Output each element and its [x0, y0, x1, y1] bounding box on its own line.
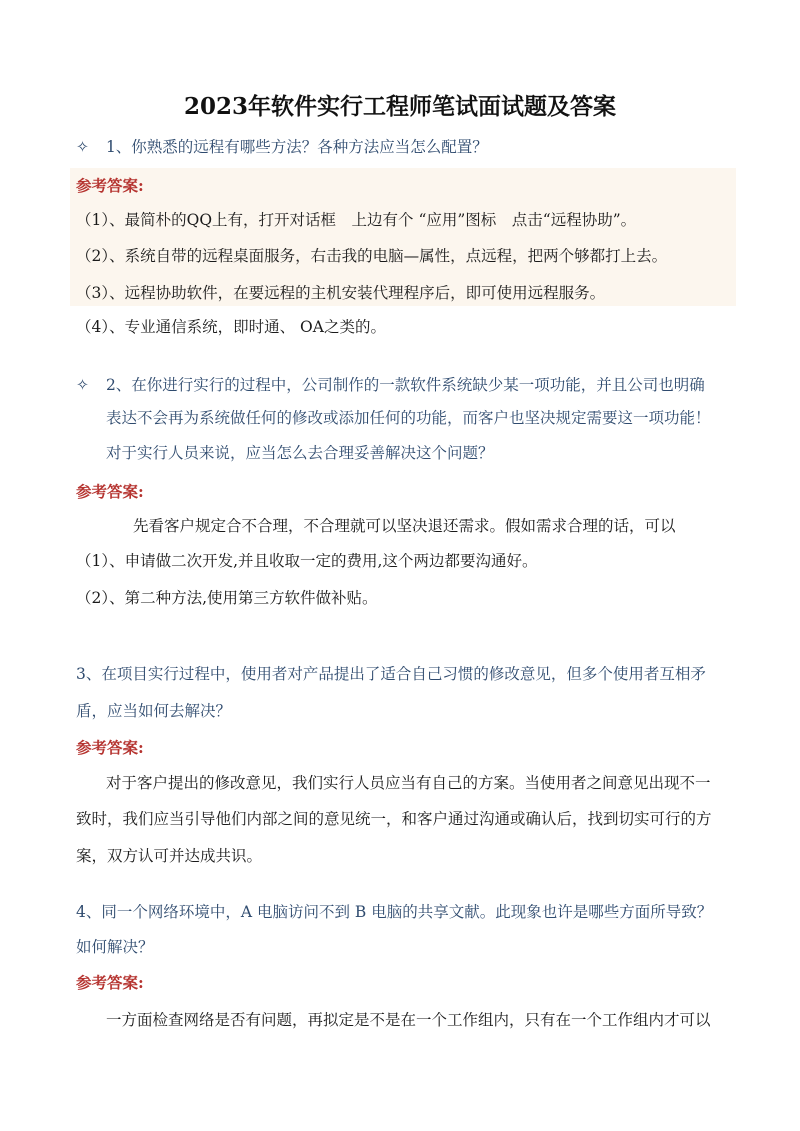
q2-item-1: （1）、申请做二次开发,并且收取一定的费用,这个两边都要沟通好。	[76, 552, 538, 570]
answer-label-3: 参考答案:	[76, 738, 144, 757]
q3-answer-line-1: 对于客户提出的修改意见，我们实行人员应当有自己的方案。当使用者之间意见出现不一	[106, 774, 711, 792]
answer-label-2: 参考答案:	[76, 482, 144, 501]
question-2-line-3: 对于实行人员来说，应当怎么去合理妥善解决这个问题？	[106, 444, 494, 462]
q1-item-4: （4）、专业通信系统，即时通、 OA之类的。	[76, 318, 386, 336]
question-2-line-1	[76, 374, 705, 396]
q3-answer-line-3: 案，双方认可并达成共识。	[76, 847, 263, 865]
question-1	[76, 136, 488, 158]
question-3-line-1: 3、在项目实行过程中，使用者对产品提出了适合自己习惯的修改意见，但多个使用者互相矛	[76, 665, 706, 683]
q4-answer-line-1: 一方面检查网络是否有问题，再拟定是不是在一个工作组内，只有在一个工作组内才可以	[106, 1011, 711, 1029]
q1-item-1: （1）、最简朴的QQ上有，打开对话框 上边有个 “应用”图标 点击“远程协助”。	[76, 211, 637, 229]
question-4-line-1: 4、同一个网络环境中，A 电脑访问不到 B 电脑的共享文献。此现象也许是哪些方面所导致？	[76, 903, 713, 921]
question-1-text: 1、你熟悉的远程有哪些方法？各种方法应当怎么配置？	[105, 138, 488, 156]
document-title: 2023年软件实行工程师笔试面试题及答案	[183, 93, 616, 120]
answer-label-4: 参考答案:	[76, 973, 144, 992]
q3-answer-line-2: 致时，我们应当引导他们内部之间的意见统一，和客户通过沟通或确认后，找到切实可行的方	[76, 810, 712, 828]
answer-label-1: 参考答案:	[76, 176, 144, 195]
diamond-bullet-icon: ✧	[76, 376, 89, 394]
q2-item-2: （2）、第二种方法,使用第三方软件做补贴。	[76, 589, 378, 607]
question-4-line-2: 如何解决？	[76, 938, 154, 956]
q1-item-3: （3）、远程协助软件，在要远程的主机安装代理程序后，即可使用远程服务。	[76, 284, 606, 302]
question-2-text-1: 2、在你进行实行的过程中，公司制作的一款软件系统缺少某一项功能，并且公司也明确	[105, 376, 705, 394]
question-3-line-2: 盾，应当如何去解决？	[76, 702, 232, 720]
q1-item-2: （2）、系统自带的远程桌面服务，右击我的电脑—属性，点远程，把两个够都打上去。	[76, 247, 668, 265]
question-2-line-2: 表达不会再为系统做任何的修改或添加任何的功能，而客户也坚决规定需要这一项功能！	[106, 409, 711, 427]
q2-intro: 先看客户规定合不合理，不合理就可以坚决退还需求。假如需求合理的话，可以	[133, 517, 676, 535]
diamond-bullet-icon: ✧	[76, 138, 89, 156]
